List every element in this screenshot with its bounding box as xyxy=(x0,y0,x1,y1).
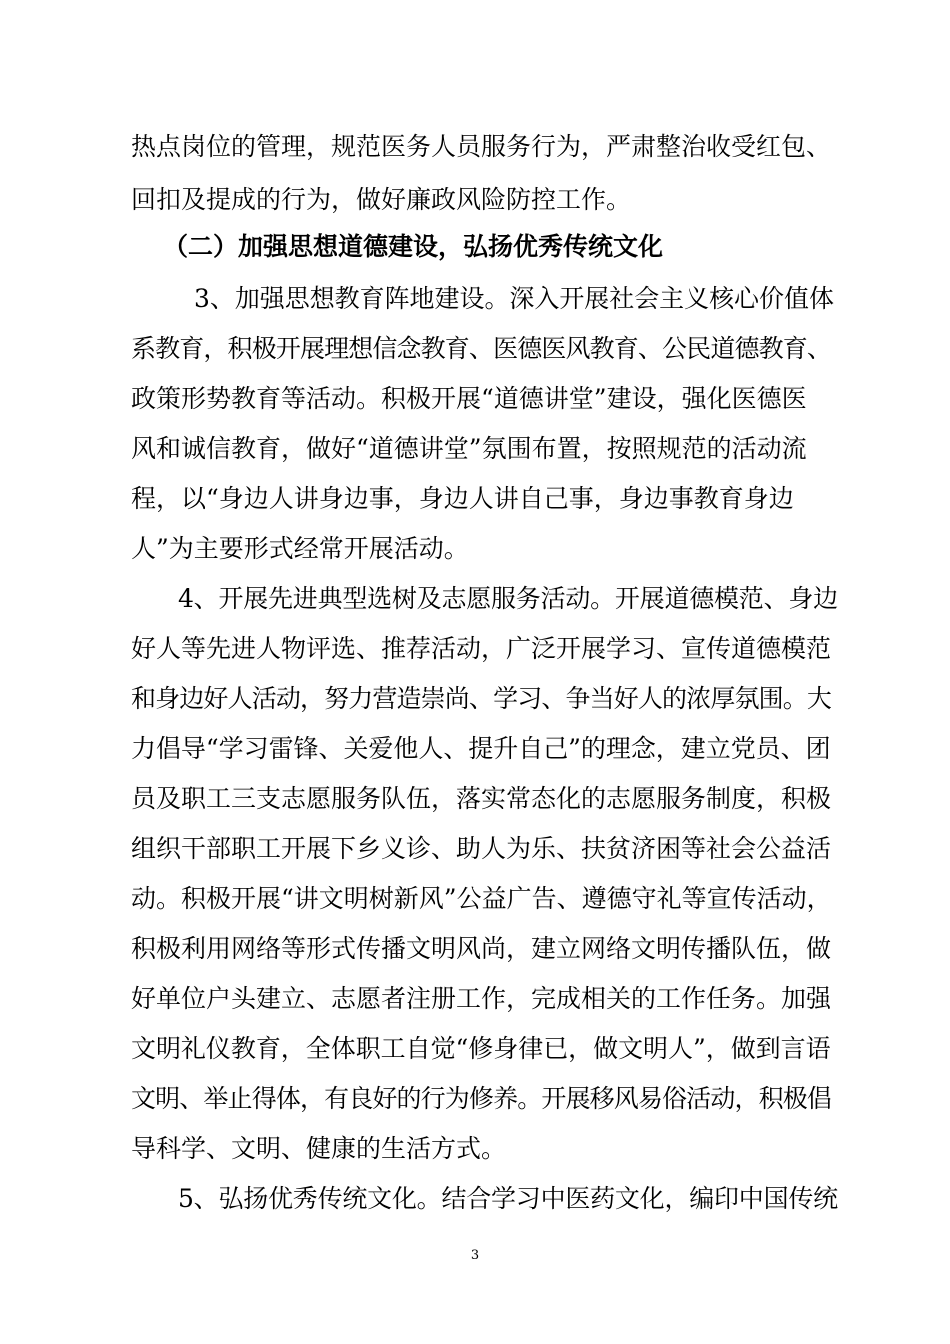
text-line: 文明、举止得体，有良好的行为修养。开展移风易俗活动，积极倡 xyxy=(131,1084,831,1113)
text-line: 好人等先进人物评选、推荐活动，广泛开展学习、宣传道德模范 xyxy=(131,634,831,663)
text-line: 好单位户头建立、志愿者注册工作，完成相关的工作任务。加强 xyxy=(131,984,831,1013)
text-line: 回扣及提成的行为，做好廉政风险防控工作。 xyxy=(131,185,632,214)
text-line: 系教育，积极开展理想信念教育、医德医风教育、公民道德教育、 xyxy=(131,334,831,363)
text-line: 和身边好人活动，努力营造崇尚、学习、争当好人的浓厚氛围。大 xyxy=(131,684,831,713)
text-line: 人”为主要形式经常开展活动。 xyxy=(131,534,469,563)
text-line: 导科学、文明、健康的生活方式。 xyxy=(131,1134,507,1163)
text-line: 力倡导“学习雷锋、关爱他人、提升自己”的理念，建立党员、团 xyxy=(131,734,831,763)
text-line: 3、加强思想教育阵地建设。深入开展社会主义核心价值体 xyxy=(194,284,834,313)
text-line: 5、弘扬优秀传统文化。结合学习中医药文化，编印中国传统 xyxy=(178,1184,838,1213)
text-line: 文明礼仪教育，全体职工自觉“修身律已，做文明人”，做到言语 xyxy=(131,1034,831,1063)
text-line: 政策形势教育等活动。积极开展“道德讲堂”建设，强化医德医 xyxy=(131,384,807,413)
page-number: 3 xyxy=(470,1248,480,1263)
text-line: 动。积极开展“讲文明树新风”公益广告、遵德守礼等宣传活动， xyxy=(131,884,832,913)
text-line: 组织干部职工开展下乡义诊、助人为乐、扶贫济困等社会公益活 xyxy=(131,834,831,863)
text-line: 员及职工三支志愿服务队伍，落实常态化的志愿服务制度，积极 xyxy=(131,784,831,813)
text-line: 热点岗位的管理，规范医务人员服务行为，严肃整治收受红包、 xyxy=(131,132,831,161)
text-line: 程，以“身边人讲身边事，身边人讲自己事，身边事教育身边 xyxy=(131,484,794,513)
text-line: 4、开展先进典型选树及志愿服务活动。开展道德模范、身边 xyxy=(178,584,838,613)
text-line: 积极利用网络等形式传播文明风尚，建立网络文明传播队伍，做 xyxy=(131,934,831,963)
section-heading: （二）加强思想道德建设，弘扬优秀传统文化 xyxy=(163,232,664,261)
text-line: 风和诚信教育，做好“道德讲堂”氛围布置，按照规范的活动流 xyxy=(131,434,807,463)
